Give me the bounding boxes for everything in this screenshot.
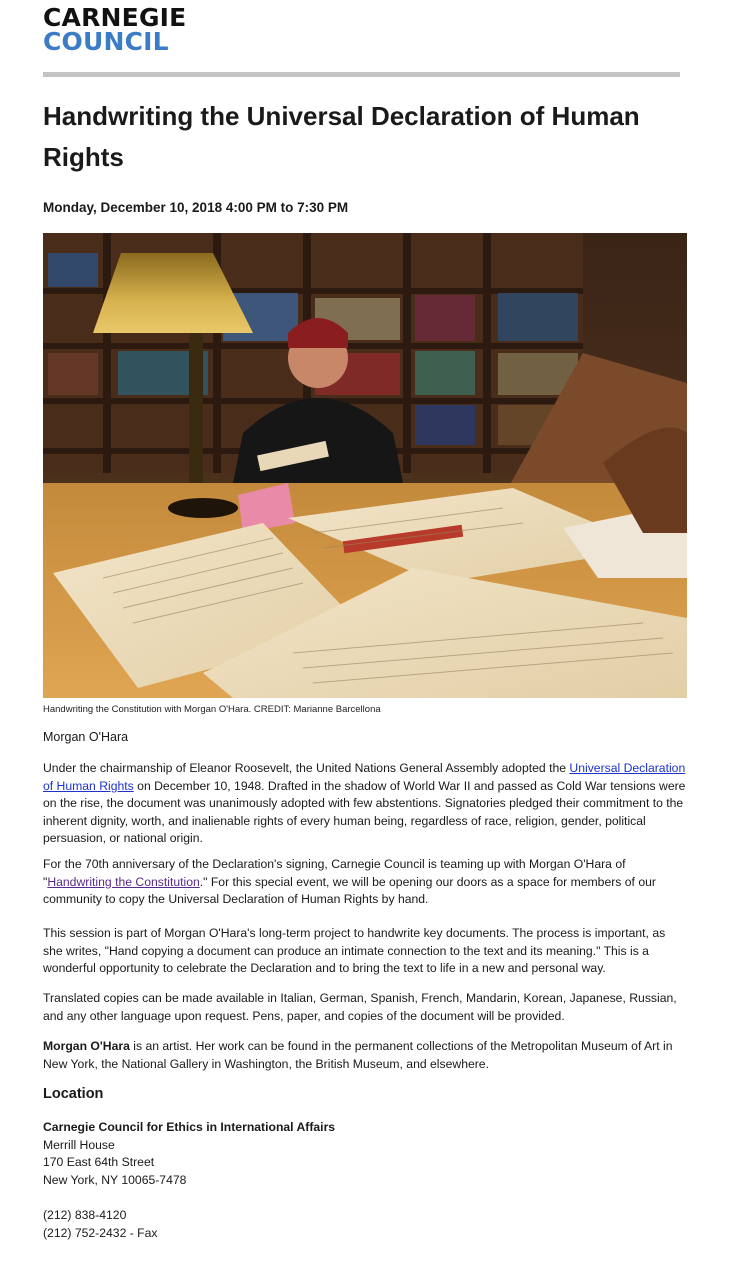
text-span: ." For this special event, we will be opening our doors as a space for members of our community to copy the Universal Declaration of Human Rights by hand.: [43, 874, 656, 906]
text-span: is an artist. Her work can be found in the permanent collections of the Metropolitan Museum of Art in New York, the National Gallery in Washington, the British Museum, and elsewhere.: [43, 1039, 673, 1071]
author-name: Morgan O'Hara: [43, 730, 129, 744]
paragraph-session: This session is part of Morgan O'Hara's long-term project to handwrite key documents. The process is important, as she writes, "Hand copying a document can produce an intimate connection to the text and its meaning." This is a wonderful opportunity to celebrate the Declaration and to bring the text to life in a new and personal way.: [43, 926, 666, 975]
text-span: For the 70th anniversary of the Declaration's signing, Carnegie Council is teaming up with Morgan O'Hara of ": [43, 857, 626, 889]
location-street: 170 East 64th Street: [43, 1155, 155, 1169]
paragraph-intro: [43, 760, 687, 848]
udhr-link[interactable]: Universal Declaration of Human Rights: [43, 761, 686, 793]
text-span: Under the chairmanship of Eleanor Roosevelt, the United Nations General Assembly adopted the: [43, 761, 570, 775]
paragraph-artist-bio: [43, 1038, 687, 1073]
location-city: New York, NY 10065-7478: [43, 1172, 187, 1187]
artist-name: Morgan O'Hara: [43, 1039, 130, 1053]
contact-numbers: [43, 1207, 158, 1242]
logo-line-1: CARNEGIE: [43, 3, 187, 32]
page-title: Handwriting the Universal Declaration of Human Rights: [43, 101, 640, 172]
event-photo: [43, 233, 687, 698]
handwriting-constitution-link[interactable]: Handwriting the Constitution: [47, 874, 200, 889]
text-span: on December 10, 1948. Drafted in the shadow of World War II and passed as Cold War tensions were on the rise, the document was unanimously adopted with few abstentions. Signatories pledged their commitment to the inherent dignity, worth, and inalienable rights of every human being, regardless of race, religion, gender, political persuasion, or national origin.: [43, 778, 686, 845]
header-divider: [43, 72, 680, 77]
location-org: Carnegie Council for Ethics in International Affairs: [43, 1120, 336, 1134]
location-building: Merrill House: [43, 1137, 115, 1152]
event-datetime: Monday, December 10, 2018 4:00 PM to 7:30 PM: [43, 200, 349, 215]
fax-number: (212) 752-2432 - Fax: [43, 1225, 158, 1240]
logo-line-2: COUNCIL: [43, 26, 169, 56]
location-address: [43, 1119, 335, 1189]
carnegie-council-logo[interactable]: [43, 3, 187, 56]
location-heading: Location: [43, 1086, 104, 1102]
paragraph-anniversary: [43, 856, 687, 909]
phone-number: (212) 838-4120: [43, 1208, 127, 1222]
photo-caption: Handwriting the Constitution with Morgan O'Hara. CREDIT: Marianne Barcellona: [43, 704, 381, 715]
paragraph-translations: Translated copies can be made available in Italian, German, Spanish, French, Mandarin, Korean, Japanese, Russian, and any other language upon request. Pens, paper, and copies of the document will be provided.: [43, 991, 677, 1023]
